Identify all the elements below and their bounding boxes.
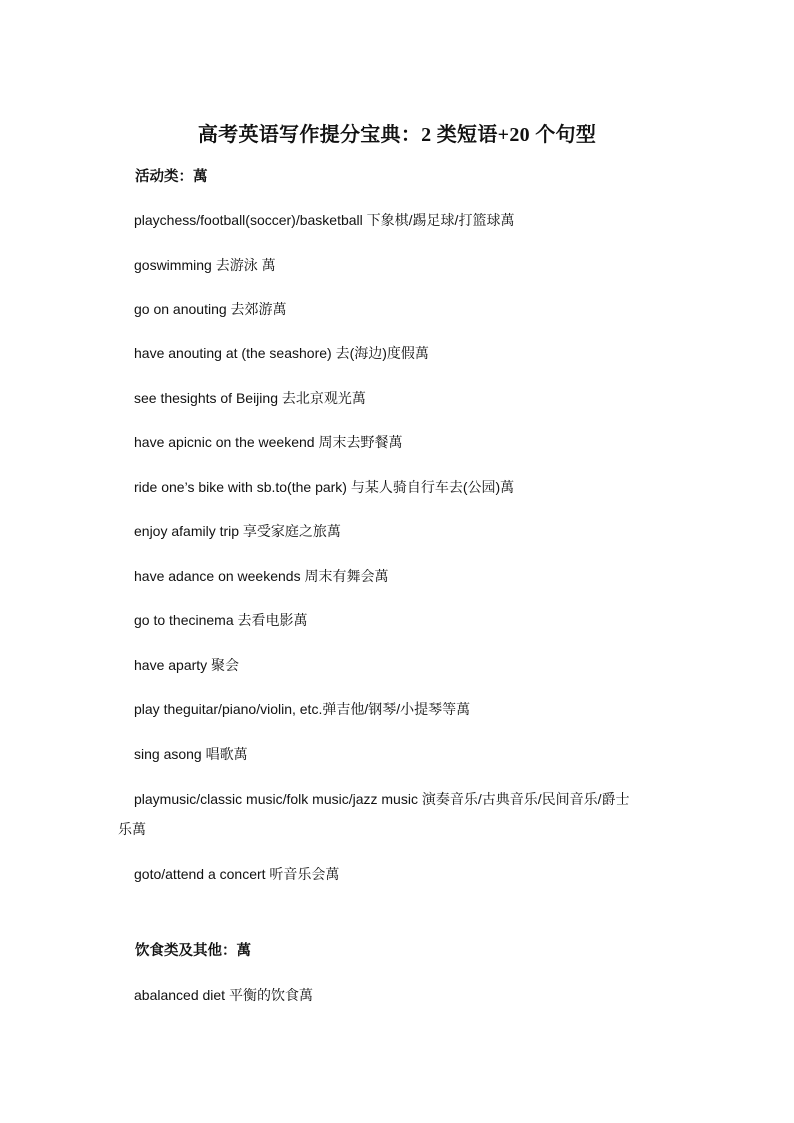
- list-item: ride one’s bike with sb.to(the park) 与某人骑自行车去(公园)萬: [134, 479, 515, 495]
- section-heading-activities: 活动类：萬: [135, 169, 208, 185]
- list-item: go to thecinema 去看电影萬: [134, 612, 308, 628]
- page-title: 高考英语写作提分宝典：2 类短语+20 个句型: [197, 124, 597, 146]
- list-item: goto/attend a concert 听音乐会萬: [134, 866, 340, 882]
- list-item: enjoy afamily trip 享受家庭之旅萬: [134, 523, 341, 539]
- list-item: playchess/football(soccer)/basketball 下象棋/踢足球/打篮球萬: [134, 212, 515, 228]
- list-item: have anouting at (the seashore) 去(海边)度假萬: [134, 345, 429, 361]
- list-item-wrapped-line2: 乐萬: [118, 821, 146, 837]
- list-item: sing asong 唱歌萬: [134, 746, 248, 762]
- list-item: have apicnic on the weekend 周末去野餐萬: [134, 434, 403, 450]
- list-item: see thesights of Beijing 去北京观光萬: [134, 390, 366, 406]
- list-item: have aparty 聚会: [134, 657, 240, 673]
- list-item: abalanced diet 平衡的饮食萬: [134, 987, 313, 1003]
- list-item: go on anouting 去郊游萬: [134, 301, 287, 317]
- list-item: play theguitar/piano/violin, etc.弹吉他/钢琴/小提琴等萬: [134, 701, 471, 717]
- list-item: have adance on weekends 周末有舞会萬: [134, 568, 389, 584]
- list-item-wrapped-line1: playmusic/classic music/folk music/jazz music 演奏音乐/古典音乐/民间音乐/爵士: [134, 791, 630, 807]
- list-item: goswimming 去游泳 萬: [134, 257, 276, 273]
- section-heading-diet: 饮食类及其他：萬: [135, 943, 251, 959]
